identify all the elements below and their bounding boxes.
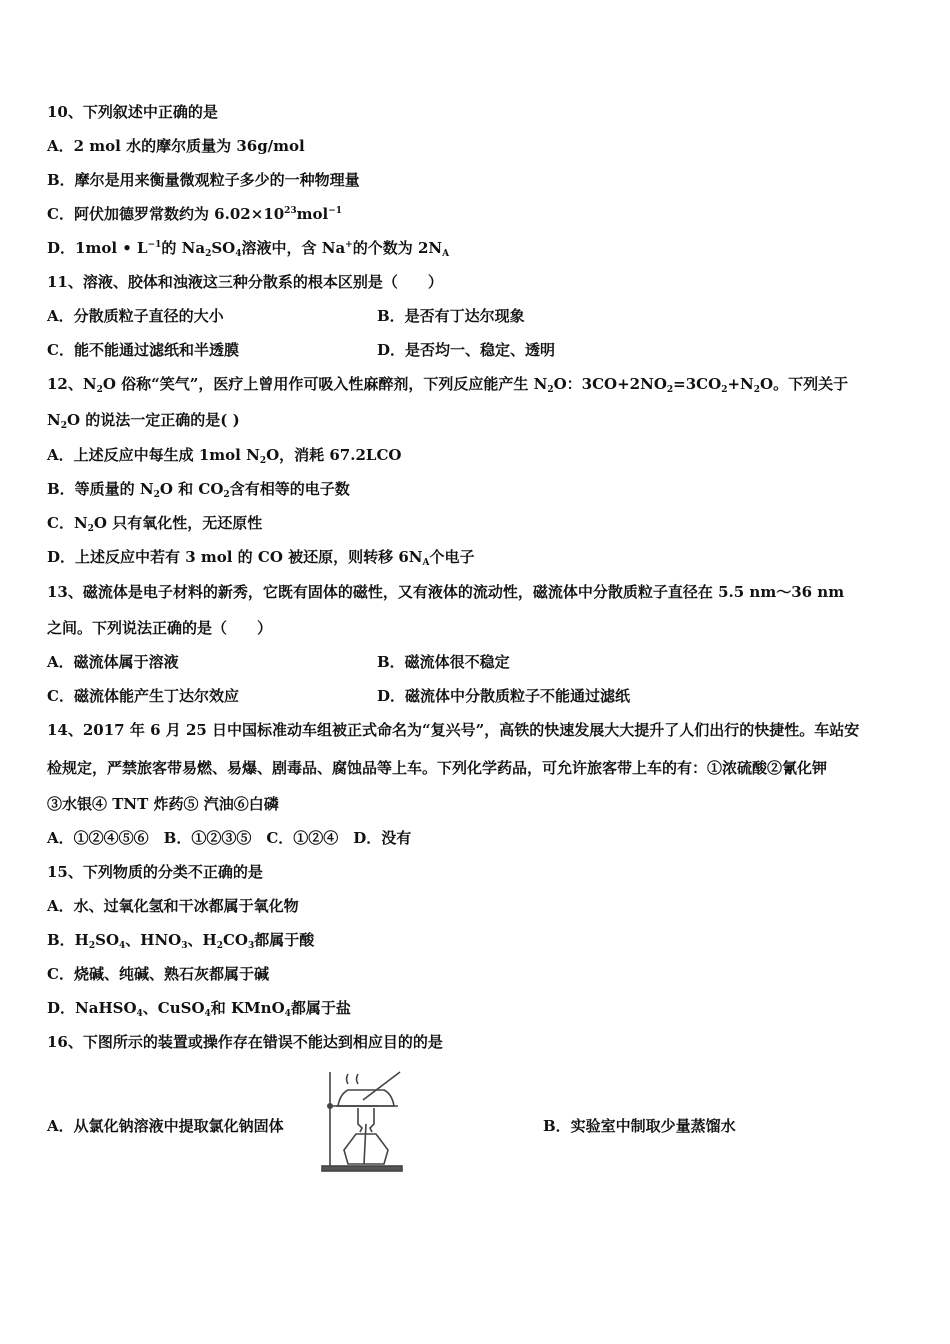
document-line — [47, 170, 360, 190]
supscript-text: −1 — [147, 240, 162, 250]
subscript-text: 4 — [235, 249, 242, 259]
subscript-text: A — [422, 558, 430, 568]
option-column-2 — [377, 306, 525, 326]
text-segment: A．2 mol 水的摩尔质量为 36g/mol — [47, 137, 305, 155]
text-segment: C．能不能通过滤纸和半透膜 — [47, 341, 239, 359]
text-segment: O 的说法一定正确的是( ) — [66, 411, 240, 429]
document-line — [47, 340, 556, 360]
text-segment: 含有相等的电子数 — [229, 480, 350, 498]
document-line — [47, 720, 859, 740]
document-line — [47, 306, 525, 326]
text-segment: 12、N — [47, 375, 97, 393]
subscript-text: 2 — [259, 456, 267, 466]
text-segment: B．摩尔是用来衡量微观粒子多少的一种物理量 — [47, 171, 360, 189]
document-line — [47, 794, 279, 814]
document-line — [47, 930, 314, 950]
text-segment: 14、2017 年 6 月 25 日中国标准动车组被正式命名为“复兴号”，高铁的快速发展大大提升了人们出行的快捷性。车站安 — [47, 721, 860, 739]
document-line — [47, 238, 449, 258]
document-line — [47, 828, 411, 848]
document-line — [47, 896, 299, 916]
text-segment: ③水银④ TNT 炸药⑤ 汽油⑥白磷 — [47, 795, 279, 813]
subscript-text: 2 — [60, 421, 67, 431]
supscript-text: 23 — [284, 206, 297, 216]
text-segment: O，消耗 67.2LCO — [266, 446, 402, 464]
text-segment: C．烧碱、纯碱、熟石灰都属于碱 — [47, 965, 269, 983]
document-line — [47, 652, 510, 672]
subscript-text: 2 — [153, 490, 160, 500]
text-segment: 、CuSO — [142, 999, 205, 1017]
subscript-text: 2 — [547, 385, 554, 395]
text-segment: 、HNO — [125, 931, 182, 949]
subscript-text: 4 — [284, 1009, 291, 1019]
text-segment: 个电子 — [429, 548, 475, 566]
text-segment: O 只有氧化性，无还原性 — [93, 514, 263, 532]
text-segment: 11、溶液、胶体和浊液这三种分散系的根本区别是（ ） — [47, 273, 443, 291]
text-segment: D．1mol • L — [47, 239, 148, 257]
subscript-text: 2 — [88, 941, 96, 951]
document-line — [47, 998, 351, 1018]
text-segment: 的 Na — [161, 239, 206, 257]
evaporation-apparatus-figure — [318, 1068, 418, 1174]
subscript-text: 2 — [666, 385, 674, 395]
subscript-text: 4 — [204, 1009, 211, 1019]
document-line — [47, 1116, 736, 1136]
option-column-2 — [377, 686, 630, 706]
document-line — [47, 479, 350, 499]
text-segment: 检规定，严禁旅客带易燃、易爆、剧毒品、腐蚀品等上车。下列化学药品，可允许旅客带上车的有：①浓硫酸②氰化钾 — [47, 759, 828, 777]
document-line — [47, 513, 262, 533]
text-segment: D．是否均一、稳定、透明 — [377, 341, 556, 359]
text-segment: mol — [296, 205, 329, 223]
document-line — [47, 445, 401, 465]
document-line — [47, 964, 269, 984]
text-segment: D．磁流体中分散质粒子不能通过滤纸 — [377, 687, 631, 705]
text-segment: B．实验室中制取少量蒸馏水 — [543, 1117, 736, 1135]
subscript-text: 2 — [721, 385, 728, 395]
text-segment: 15、下列物质的分类不正确的是 — [47, 863, 263, 881]
text-segment: 16、下图所示的装置或操作存在错误不能达到相应目的的是 — [47, 1033, 443, 1051]
subscript-text: 2 — [223, 490, 230, 500]
text-segment: +N — [727, 375, 754, 393]
text-segment: 13、磁流体是电子材料的新秀，它既有固体的磁性，又有液体的流动性，磁流体中分散质粒子直径在 5.5 nm～36 nm — [47, 583, 845, 601]
text-segment: A．从氯化钠溶液中提取氯化钠固体 — [47, 1117, 284, 1135]
text-segment: D．上述反应中若有 3 mol 的 CO 被还原，则转移 6N — [47, 548, 423, 566]
text-segment: O：3CO+2NO — [553, 375, 667, 393]
text-segment: 、H — [187, 931, 217, 949]
document-line — [47, 686, 631, 706]
subscript-text: 2 — [753, 385, 760, 395]
document-line — [47, 547, 475, 567]
document-line — [47, 136, 305, 156]
text-segment: 都属于盐 — [290, 999, 351, 1017]
document-line — [47, 204, 342, 224]
text-segment: B．磁流体很不稳定 — [377, 653, 510, 671]
subscript-text: 2 — [87, 524, 94, 534]
subscript-text: 2 — [205, 249, 212, 259]
option-column-2 — [377, 652, 510, 672]
subscript-text: 3 — [181, 941, 188, 951]
text-segment: O。下列关于 — [760, 375, 849, 393]
text-segment: B．等质量的 N — [47, 480, 154, 498]
document-line — [47, 102, 218, 122]
text-segment: CO — [222, 931, 248, 949]
document-line — [47, 410, 240, 430]
document-line — [47, 1032, 443, 1052]
subscript-text: 3 — [247, 941, 255, 951]
document-line — [47, 374, 848, 394]
document-line — [47, 862, 263, 882]
document-line — [47, 758, 827, 778]
document-line — [47, 272, 443, 292]
supscript-text: + — [345, 240, 353, 250]
text-segment: A．①②④⑤⑥ B．①②③⑤ C．①②④ D．没有 — [47, 829, 412, 847]
text-segment: 都属于酸 — [254, 931, 315, 949]
text-segment: D．NaHSO — [47, 999, 137, 1017]
text-segment: C．阿伏加德罗常数约为 6.02×10 — [47, 205, 285, 223]
text-segment: A．磁流体属于溶液 — [47, 653, 179, 671]
text-segment: B．H — [47, 931, 89, 949]
subscript-text: 2 — [216, 941, 223, 951]
subscript-text: 4 — [119, 941, 126, 951]
text-segment: SO — [211, 239, 236, 257]
document-line — [47, 582, 844, 602]
supscript-text: −1 — [328, 206, 343, 216]
text-segment: 10、下列叙述中正确的是 — [47, 103, 218, 121]
text-segment: O 俗称“笑气”，医疗上曾用作可吸入性麻醉剂，下列反应能产生 N — [102, 375, 548, 393]
document-line — [47, 618, 272, 638]
option-column-2 — [543, 1116, 736, 1136]
text-segment: 之间。下列说法正确的是（ ） — [47, 619, 273, 637]
text-segment: B．是否有丁达尔现象 — [377, 307, 525, 325]
subscript-text: A — [442, 249, 450, 259]
text-segment: A．分散质粒子直径的大小 — [47, 307, 224, 325]
subscript-text: 2 — [96, 385, 103, 395]
option-column-2 — [377, 340, 555, 360]
text-segment: O 和 CO — [159, 480, 224, 498]
text-segment: A．上述反应中每生成 1mol N — [47, 446, 260, 464]
text-segment: C．磁流体能产生丁达尔效应 — [47, 687, 239, 705]
text-segment: 溶液中，含 Na — [241, 239, 346, 257]
text-segment: SO — [95, 931, 120, 949]
text-segment: 的个数为 2N — [352, 239, 443, 257]
text-segment: =3CO — [673, 375, 722, 393]
subscript-text: 4 — [136, 1009, 143, 1019]
text-segment: 和 KMnO — [210, 999, 285, 1017]
text-segment: A．水、过氧化氢和干冰都属于氧化物 — [47, 897, 299, 915]
text-segment: C．N — [47, 514, 88, 532]
text-segment: N — [47, 411, 61, 429]
